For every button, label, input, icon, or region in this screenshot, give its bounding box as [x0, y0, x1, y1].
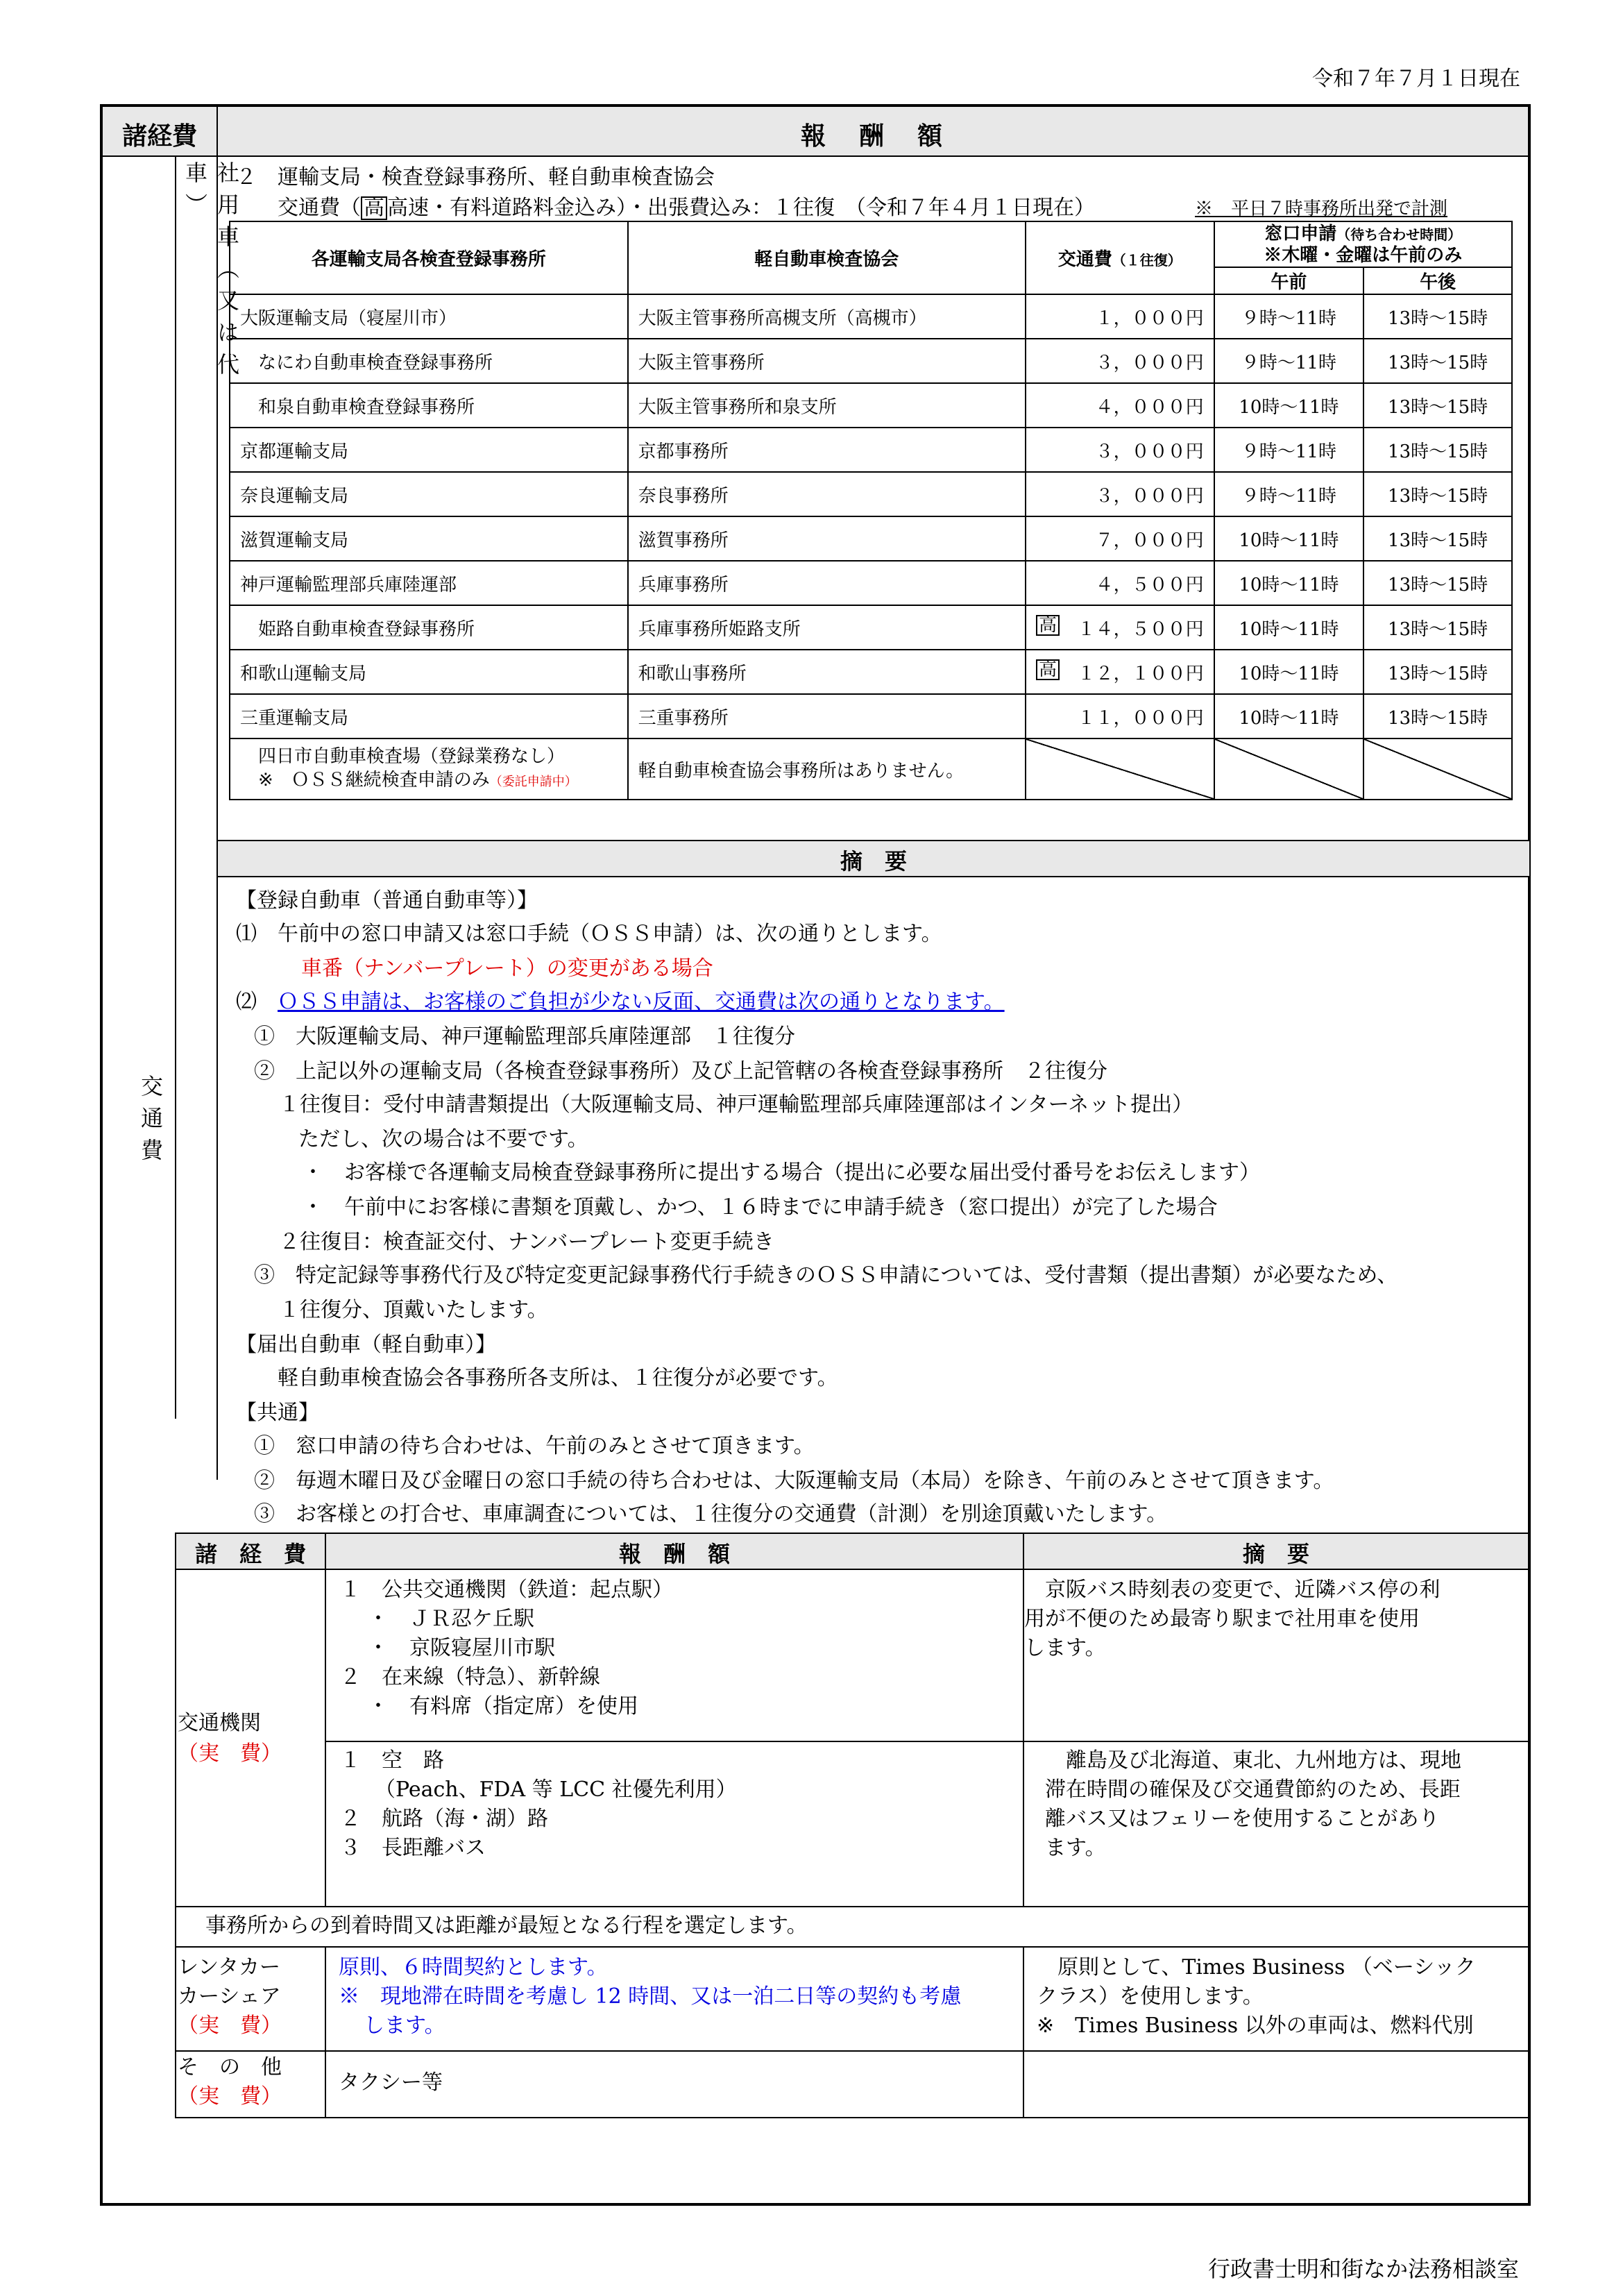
kei-cell: 京都事務所 [628, 428, 1026, 472]
rental-note-line: ※ Times Business 以外の車両は、燃料代別 [1037, 2014, 1474, 2038]
fee-row [230, 694, 1512, 738]
fee-value: ４，０００円 [1095, 396, 1204, 418]
lower-right-rule [1528, 1533, 1529, 2117]
pm-window-cell: 13時～15時 [1363, 650, 1512, 694]
office-cell: 三重運輸支局 [230, 694, 628, 738]
am-window-cell: 10時～11時 [1214, 605, 1364, 650]
transit-label: 交通機関 [178, 1711, 261, 1735]
as-of-date: 令和７年７月１日現在 [1312, 67, 1520, 91]
th-fee [1026, 221, 1214, 294]
fee-row [230, 428, 1512, 472]
fee-cell [1026, 650, 1214, 694]
fee-row [230, 561, 1512, 605]
rental-line: します。 [364, 2014, 445, 2038]
office-cell: 和泉自動車検査登録事務所 [230, 383, 628, 428]
rental-label [178, 1953, 282, 2041]
am-window-cell: 10時～11時 [1214, 516, 1364, 561]
transit-1-sub: ・ ＪＲ忍ケ丘駅 [368, 1607, 534, 1631]
fee-row [230, 472, 1512, 516]
yokkaichi-pm-empty [1363, 738, 1512, 800]
kei-cell: 和歌山事務所 [628, 650, 1026, 694]
pm-window-cell: 13時～15時 [1363, 516, 1512, 561]
summary-line-12: ③ 特定記録等事務代行及び特定変更記録事務代行手続きのＯＳＳ申請については、受付書類（提出書類）が必要なため、 [254, 1263, 1398, 1288]
lower-col-rule-a [325, 1533, 326, 1906]
transit-bottom-rule [175, 1906, 1529, 1907]
lower-col-rule-d [1023, 1946, 1024, 2117]
kei-cell: 兵庫事務所 [628, 561, 1026, 605]
am-window-cell: 10時～11時 [1214, 383, 1364, 428]
fee-cell [1026, 428, 1214, 472]
yokkaichi-line2: ※ ＯＳＳ継続検査申請のみ [258, 769, 490, 791]
rental-label-2: カーシェア [178, 1984, 281, 2009]
lower-col-rule-c [1023, 1533, 1024, 1906]
transit-list-2 [340, 1746, 737, 1863]
header-expenses: 諸経費 [121, 121, 197, 151]
transit-note-2 [1045, 1746, 1461, 1863]
side-rule [175, 157, 176, 1419]
fee-cell [1026, 472, 1214, 516]
office-cell: 姫路自動車検査登録事務所 [230, 605, 628, 650]
highway-mark: 高 [1036, 615, 1060, 636]
fee-row [230, 339, 1512, 383]
side-label-company-car: 社用車（又は代車） [182, 161, 240, 385]
pm-window-cell: 13時～15時 [1363, 694, 1512, 738]
intro-line2-b: 高速・有料道路料金込み）・出張費込み：１往復 （令和７年４月１日現在） [387, 196, 1095, 220]
pm-window-cell: 13時～15時 [1363, 472, 1512, 516]
summary-line-5: ① 大阪運輸支局、神戸運輸監理部兵庫陸運部 １往復分 [254, 1024, 795, 1049]
header-fee-amount: 報 酬 額 [800, 121, 946, 151]
other-label [178, 2053, 282, 2111]
kei-cell: 三重事務所 [628, 694, 1026, 738]
office-name: 行政書士明和街なか法務相談室 [1207, 2256, 1519, 2282]
kei-cell: 大阪主管事務所 [628, 339, 1026, 383]
am-window-cell: 10時～11時 [1214, 561, 1364, 605]
transit-1-sub: ・ 有料席（指定席）を使用 [368, 1694, 638, 1719]
yokkaichi-am-empty [1214, 738, 1364, 800]
pm-window-cell: 13時～15時 [1363, 561, 1512, 605]
th-fee-label: 交通費 [1057, 249, 1112, 270]
rental-note-line: クラス）を使用します。 [1037, 1984, 1264, 2009]
rental-bottom-rule [175, 2050, 1529, 2052]
intro-line2 [278, 190, 1095, 221]
yokkaichi-line1: 四日市自動車検査場（登録業務なし） [258, 745, 566, 767]
fee-value: ７，０００円 [1095, 530, 1204, 551]
office-cell: 和歌山運輸支局 [230, 650, 628, 694]
yokkaichi-red-note: （委託申請中） [489, 774, 577, 789]
transit-1-item: ２ 在来線（特急）、新幹線 [340, 1665, 600, 1689]
fee-row [230, 605, 1512, 650]
fee-cell [1026, 605, 1214, 650]
transit-list-1 [340, 1576, 673, 1721]
transit-note-2-line: 滞在時間の確保及び交通費節約のため、長距 [1045, 1778, 1461, 1802]
lower-header-fee: 報 酬 額 [618, 1541, 730, 1567]
summary-line-9: ・ お客様で各運輸支局検査登録事務所に提出する場合（提出に必要な届出受付番号をお伝えします） [303, 1160, 1260, 1185]
other-label-text: そ の 他 [178, 2055, 282, 2079]
summary-line-4-num: ⑵ [236, 990, 257, 1014]
kei-cell: 大阪主管事務所高槻支所（高槻市） [628, 294, 1026, 339]
intro-line2-a: 交通費（ [278, 196, 361, 220]
summary-line-2: ⑴ 午前中の窓口申請又は窓口手続（ＯＳＳ申請）は、次の通りとします。 [236, 922, 942, 946]
highway-mark: 高 [361, 196, 387, 220]
lower-left-rule [175, 1533, 176, 2117]
office-cell: 京都運輸支局 [230, 428, 628, 472]
other-text: タクシー等 [339, 2070, 443, 2095]
lower-header-summary: 摘 要 [1242, 1541, 1309, 1567]
th-fee-sub: （１往復） [1112, 252, 1182, 269]
fee-row [230, 294, 1512, 339]
fee-value: ３，０００円 [1095, 441, 1204, 462]
transit-2-item: ３ 長距離バス [340, 1836, 486, 1860]
transit-1-item: １ 公共交通機関（鉄道：起点駅） [340, 1578, 673, 1602]
transit-note-1-line: 用が不便のため最寄り駅まで社用車を使用 [1024, 1607, 1420, 1631]
fee-value: ３，０００円 [1095, 485, 1204, 507]
transit-2-sub: （Peach、FDA 等 LCC 社優先利用） [375, 1778, 737, 1802]
transit-2-item: １ 空 路 [340, 1748, 444, 1773]
fee-table [229, 221, 1513, 800]
transit-note-1 [1024, 1576, 1441, 1663]
rental-text [339, 1953, 961, 2041]
summary-line-3: 車番（ナンバープレート）の変更がある場合 [301, 956, 713, 981]
summary-line-4 [236, 984, 1005, 1015]
rental-note-line: 原則として、Times Business （ベーシック [1057, 1955, 1476, 1980]
summary-head-rule [216, 876, 1529, 877]
th-window-note: ※木曜・金曜は午前のみ [1264, 244, 1463, 266]
header-rule [101, 155, 1529, 157]
th-window-sub: （待ち合わせ時間） [1336, 226, 1462, 243]
th-office: 各運輸支局各検査登録事務所 [230, 221, 628, 294]
fee-cell [1026, 339, 1214, 383]
transit-note-2-line: ます。 [1045, 1836, 1106, 1860]
th-window [1214, 221, 1512, 267]
summary-line-18: ② 毎週木曜日及び金曜日の窓口手続の待ち合わせは、大阪運輸支局（本局）を除き、午前のみとさせて頂きます。 [254, 1469, 1334, 1493]
summary-line-16: 【共通】 [236, 1401, 319, 1425]
th-window-label: 窓口申請 [1264, 223, 1337, 244]
transit-actual: （実 費） [178, 1741, 282, 1766]
am-window-cell: 10時～11時 [1214, 694, 1364, 738]
transit-note-1-line: 京阪バス時刻表の変更で、近隣バス停の利 [1045, 1578, 1441, 1602]
fee-row [230, 650, 1512, 694]
fee-cell [1026, 294, 1214, 339]
summary-line-7: １往復目：受付申請書類提出（大阪運輸支局、神戸運輸監理部兵庫陸運部はインターネット提出） [279, 1092, 1193, 1117]
fee-value: １，０００円 [1095, 307, 1204, 329]
summary-line-15: 軽自動車検査協会各事務所各支所は、１往復分が必要です。 [278, 1366, 838, 1390]
transit-1-sub: ・ 京阪寝屋川市駅 [368, 1636, 555, 1660]
yokkaichi-fee-empty [1026, 738, 1214, 800]
summary-title: 摘 要 [840, 848, 907, 875]
office-cell: 神戸運輸監理部兵庫陸運部 [230, 561, 628, 605]
fee-cell [1026, 561, 1214, 605]
fee-value: １４，５００円 [1077, 618, 1204, 640]
fee-row [230, 516, 1512, 561]
lower-col-rule-b [325, 1946, 326, 2117]
am-window-cell: ９時～11時 [1214, 294, 1364, 339]
summary-line-8: ただし、次の場合は不要です。 [298, 1127, 588, 1151]
summary-line-6: ② 上記以外の運輸支局（各検査登録事務所）及び上記管轄の各検査登録事務所 ２往復分 [254, 1059, 1107, 1083]
route-bottom-rule [175, 1946, 1529, 1948]
fee-value: ３，０００円 [1095, 352, 1204, 373]
kei-cell: 大阪主管事務所和泉支所 [628, 383, 1026, 428]
pm-window-cell: 13時～15時 [1363, 383, 1512, 428]
office-cell: 奈良運輸支局 [230, 472, 628, 516]
intro-line1: ２ 運輸支局・検査登録事務所、軽自動車検査協会 [236, 165, 715, 189]
summary-line-14: 【届出自動車（軽自動車）】 [236, 1333, 496, 1357]
am-window-cell: 10時～11時 [1214, 650, 1364, 694]
am-window-cell: ９時～11時 [1214, 472, 1364, 516]
other-actual: （実 費） [178, 2084, 282, 2109]
transit-note-2-line: 離バス又はフェリーを使用することがあり [1045, 1807, 1440, 1831]
summary-line-4-text: ＯＳＳ申請は、お客様のご負担が少ない反面、交通費は次の通りとなります。 [278, 990, 1005, 1014]
transit-note-2-line: 離島及び北海道、東北、九州地方は、現地 [1066, 1748, 1461, 1773]
am-window-cell: ９時～11時 [1214, 428, 1364, 472]
pm-window-cell: 13時～15時 [1363, 605, 1512, 650]
fee-cell [1026, 516, 1214, 561]
th-kei: 軽自動車検査協会 [628, 221, 1026, 294]
intro-note: ※ 平日７時事務所出発で計測 [1195, 199, 1448, 219]
route-note: 事務所からの到着時間又は距離が最短となる行程を選定します。 [205, 1914, 808, 1938]
transit-2-item: ２ 航路（海・湖）路 [340, 1807, 548, 1831]
pm-window-cell: 13時～15時 [1363, 294, 1512, 339]
rental-actual: （実 費） [178, 2014, 282, 2038]
rental-line: ※ 現地滞在時間を考慮し 12 時間、又は一泊二日等の契約も考慮 [339, 1984, 962, 2009]
kei-cell: 兵庫事務所姫路支所 [628, 605, 1026, 650]
pm-window-cell: 13時～15時 [1363, 339, 1512, 383]
transit-note-1-line: します。 [1024, 1636, 1106, 1660]
lower-header-expenses: 諸 経 費 [194, 1541, 306, 1567]
office-cell: 大阪運輸支局（寝屋川市） [230, 294, 628, 339]
fee-cell [1026, 383, 1214, 428]
other-bottom-rule [175, 2117, 1529, 2118]
fee-cell [1026, 694, 1214, 738]
transit-mid-rule [325, 1741, 1529, 1742]
office-cell: 滋賀運輸支局 [230, 516, 628, 561]
fee-value: １１，０００円 [1077, 707, 1204, 729]
summary-line-17: ① 窓口申請の待ち合わせは、午前のみとさせて頂きます。 [254, 1434, 815, 1458]
summary-line-1: 【登録自動車（普通自動車等）】 [236, 888, 538, 913]
office-cell: なにわ自動車検査登録事務所 [230, 339, 628, 383]
am-window-cell: ９時～11時 [1214, 339, 1364, 383]
fee-value: １２，１００円 [1077, 663, 1204, 684]
rental-note [1037, 1953, 1476, 2041]
kei-cell: 奈良事務所 [628, 472, 1026, 516]
kei-cell: 滋賀事務所 [628, 516, 1026, 561]
rental-line: 原則、６時間契約とします。 [339, 1955, 608, 1980]
side-label-transport: 交通費 [137, 1074, 164, 1170]
summary-line-10: ・ 午前中にお客様に書類を頂戴し、かつ、１６時までに申請手続き（窓口提出）が完了した場合 [303, 1195, 1218, 1219]
fee-value: ４，５００円 [1095, 574, 1204, 596]
fee-row [230, 383, 1512, 428]
summary-line-19: ③ お客様との打合せ、車庫調査については、１往復分の交通費（計測）を別途頂戴いたします。 [254, 1502, 1168, 1526]
th-am: 午前 [1214, 267, 1364, 294]
pm-window-cell: 13時～15時 [1363, 428, 1512, 472]
summary-line-13: １往復分、頂戴いたします。 [279, 1298, 548, 1322]
lower-head-rule [175, 1569, 1529, 1570]
th-pm: 午後 [1363, 267, 1512, 294]
summary-line-11: ２往復目：検査証交付、ナンバープレート変更手続き [279, 1230, 774, 1254]
yokkaichi-kei: 軽自動車検査協会事務所はありません。 [628, 738, 1026, 800]
yokkaichi-office [230, 738, 628, 800]
rental-label-1: レンタカー [178, 1955, 281, 1980]
highway-mark: 高 [1036, 659, 1060, 680]
